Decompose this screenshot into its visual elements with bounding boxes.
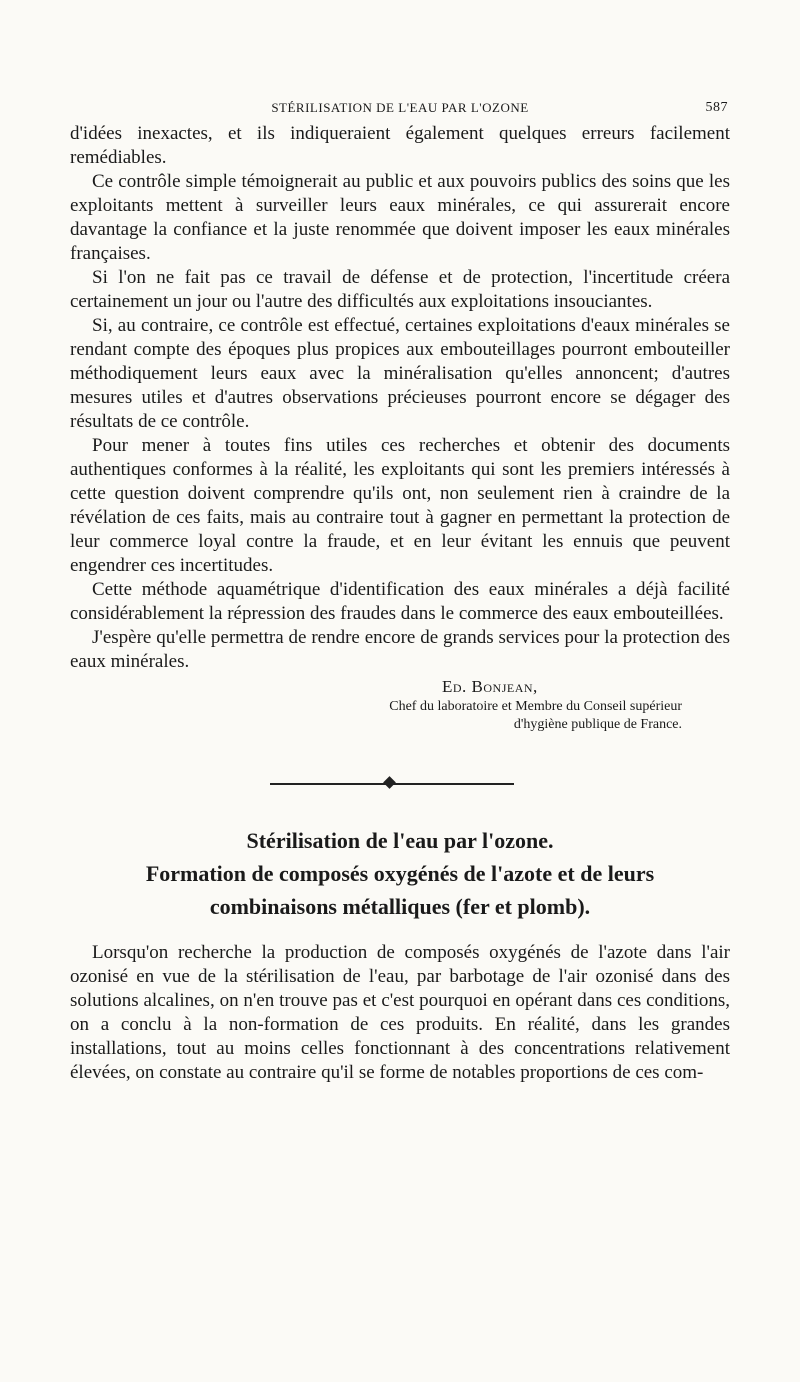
paragraph: J'espère qu'elle permettra de rendre encore de grands services pour la protection des eaux minérales. [70,627,730,672]
section-body-paragraph: Lorsqu'on recherche la production de composés oxygénés de l'azote dans l'air ozonisé en vue de la stérilisation de l'eau, par barbotage de l'air ozonisé dans des solutions alcalines, on n'en trouve pas et c'est pourquoi en opérant dans ces conditions, on a conclu à la non-formation de ces produits. En réalité, dans les grandes installations, tout au moins celles fonctionnant à des concentrations relativement élevées, on constate au contraire qu'il se forme de notables proportions de ces com- [70,942,730,1083]
section-title-line1: Stérilisation de l'eau par l'ozone. [246,828,554,853]
running-head-title: STÉRILISATION DE L'EAU PAR L'OZONE [271,100,529,115]
section-divider [70,754,730,814]
signature-role-line2: d'hygiène publique de France. [513,717,682,732]
divider-diamond-icon [383,776,396,789]
section-title-line3: combinaisons métalliques (fer et plomb). [209,894,591,919]
running-head [70,96,730,122]
paragraph: Ce contrôle simple témoignerait au public et aux pouvoirs publics des soins que les exploitants mettent à surveiller leurs eaux minérales, ce qui assurerait encore davantage la confiance et la juste renommée que doivent imposer les eaux minérales françaises. [70,171,730,264]
paragraph: Si, au contraire, ce contrôle est effectué, certaines exploitations d'eaux minérales se rendant compte des époques plus propices aux embouteillages pourront embouteiller méthodiquement leurs eaux avec la minéralisation qu'elles annoncent; d'autres mesures utiles et d'autres observations précieuses pourront encore se dégager des résultats de ce contrôle. [70,315,730,432]
signature-name: Ed. Bonjean, [442,677,538,696]
page-number: 587 [705,100,728,115]
section-title-line2: Formation de composés oxygénés de l'azote et de leurs [145,861,655,886]
section-title [70,824,730,923]
page [70,96,730,1085]
paragraph-continuation: d'idées inexactes, et ils indiqueraient également quelques erreurs facilement remédiables. [70,123,730,168]
signature-role-line1: Chef du laboratoire et Membre du Conseil supérieur [389,699,682,714]
paragraph: Si l'on ne fait pas ce travail de défense et de protection, l'incertitude créera certainement un jour ou l'autre des difficultés aux exploitations insouciantes. [70,267,730,312]
paragraph: Cette méthode aquamétrique d'identification des eaux minérales a déjà facilité considérablement la répression des fraudes dans le commerce des eaux embouteillées. [70,579,730,624]
paragraph: Pour mener à toutes fins utiles ces recherches et obtenir des documents authentiques conformes à la réalité, les exploitants qui sont les premiers intéressés à cette question doivent comprendre qu'ils ont, non seulement rien à craindre de la révélation de ces faits, mais au contraire tout à gagner en permettant la protection de leur commerce loyal contre la fraude, et en leur évitant les ennuis que peuvent engendrer ces incertitudes. [70,435,730,576]
